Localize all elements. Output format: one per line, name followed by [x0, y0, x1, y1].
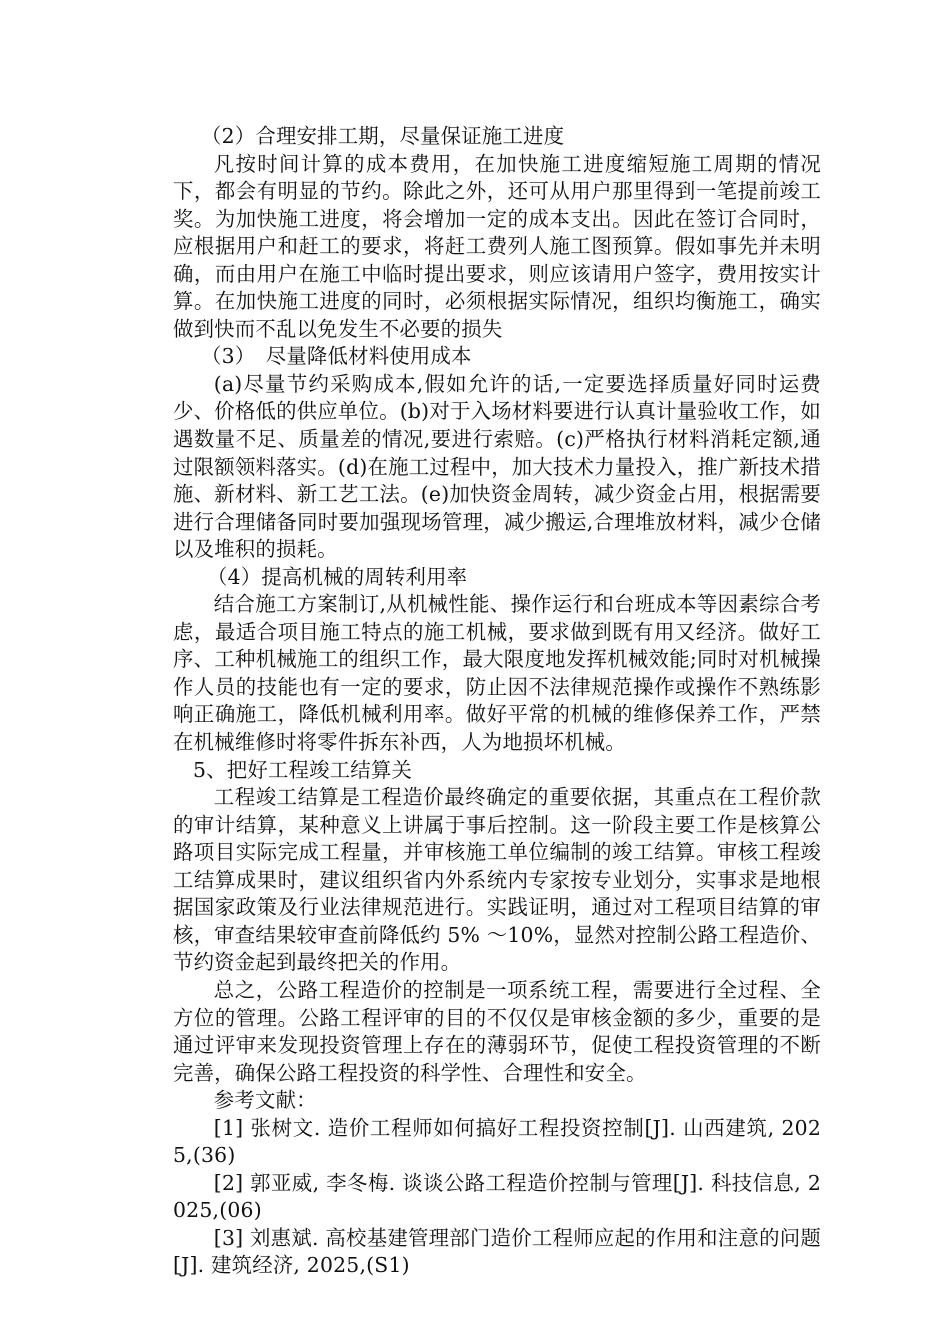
paragraph-schedule: 凡按时间计算的成本费用，在加快施工进度缩短施工周期的情况下，都会有明显的节约。除此之外，还可从用户那里得到一笔提前竣工奖。为加快施工进度，将会增加一定的成本支出。因此在签订合同时，应根据用户和赶工的要求，将赶工费列人施工图预算。假如事先并未明确，而由用户在施工中临时提出要求，则应该请用户签字，费用按实计算。在加快施工进度的同时，必须根据实际情况，组织均衡施工，确实做到快而不乱以免发生不必要的损失 [173, 151, 821, 341]
document-body [173, 123, 821, 1280]
reference-item-2: [2] 郭亚威, 李冬梅. 谈谈公路工程造价控制与管理[J]. 科技信息, 2025,(06) [173, 1170, 821, 1223]
paragraph-materials: (a)尽量节约采购成本,假如允许的话,一定要选择质量好同时运费少、价格低的供应单位。(b)对于入场材料要进行认真计量验收工作，如遇数量不足、质量差的情况,要进行索赔。(c)严格执行材料消耗定额,通过限额领料落实。(d)在施工过程中，加大技术力量投入，推广新技术措施、新材料、新工艺工法。(e)加快资金周转，减少资金占用，根据需要进行合理储备同时要加强现场管理，减少搬运,合理堆放材料，减少仓储以及堆积的损耗。 [173, 371, 821, 562]
paragraph-conclusion: 总之，公路工程造价的控制是一项系统工程，需要进行全过程、全方位的管理。公路工程评审的目的不仅仅是审核金额的多少，重要的是通过评审来发现投资管理上存在的薄弱环节，促使工程投资管理的不断完善，确保公路工程投资的科学性、合理性和安全。 [173, 977, 821, 1085]
reference-item-3: [3] 刘惠斌. 高校基建管理部门造价工程师应起的作用和注意的问题[J]. 建筑经济, 2025,(S1) [173, 1225, 821, 1278]
paragraph-machinery: 结合施工方案制订,从机械性能、操作运行和台班成本等因素综合考虑，最适合项目施工特点的施工机械，要求做到既有用又经济。做好工序、工种机械施工的组织工作，最大限度地发挥机械效能;同时对机械操作人员的技能也有一定的要求，防止因不法律规范操作或操作不熟练影响正确施工，降低机械利用率。做好平常的机械的维修保养工作，严禁在机械维修时将零件拆东补西，人为地损坏机械。 [173, 592, 821, 755]
section-heading-4: （4）提高机械的周转利用率 [207, 564, 468, 589]
section-heading-3: （3） 尽量降低材料使用成本 [201, 344, 472, 369]
section-heading-2: （2）合理安排工期，尽量保证施工进度 [201, 124, 565, 148]
references-heading: 参考文献： [213, 1088, 317, 1113]
section-heading-5: 5、把好工程竣工结算关 [193, 757, 413, 782]
reference-item-1: [1] 张树文. 造价工程师如何搞好工程投资控制[J]. 山西建筑, 2025,(36) [173, 1115, 821, 1168]
paragraph-settlement: 工程竣工结算是工程造价最终确定的重要依据，其重点在工程价款的审计结算，某种意义上讲属于事后控制。这一阶段主要工作是核算公路项目实际完成工程量，并审核施工单位编制的竣工结算。审核工程竣工结算成果时，建议组织省内外系统内专家按专业划分，实事求是地根据国家政策及行业法律规范进行。实践证明，通过对工程项目结算的审核，审查结果较审查前降低约 5% ～10%，显然对控制公路工程造价、节约资金起到最终把关的作用。 [173, 785, 821, 975]
